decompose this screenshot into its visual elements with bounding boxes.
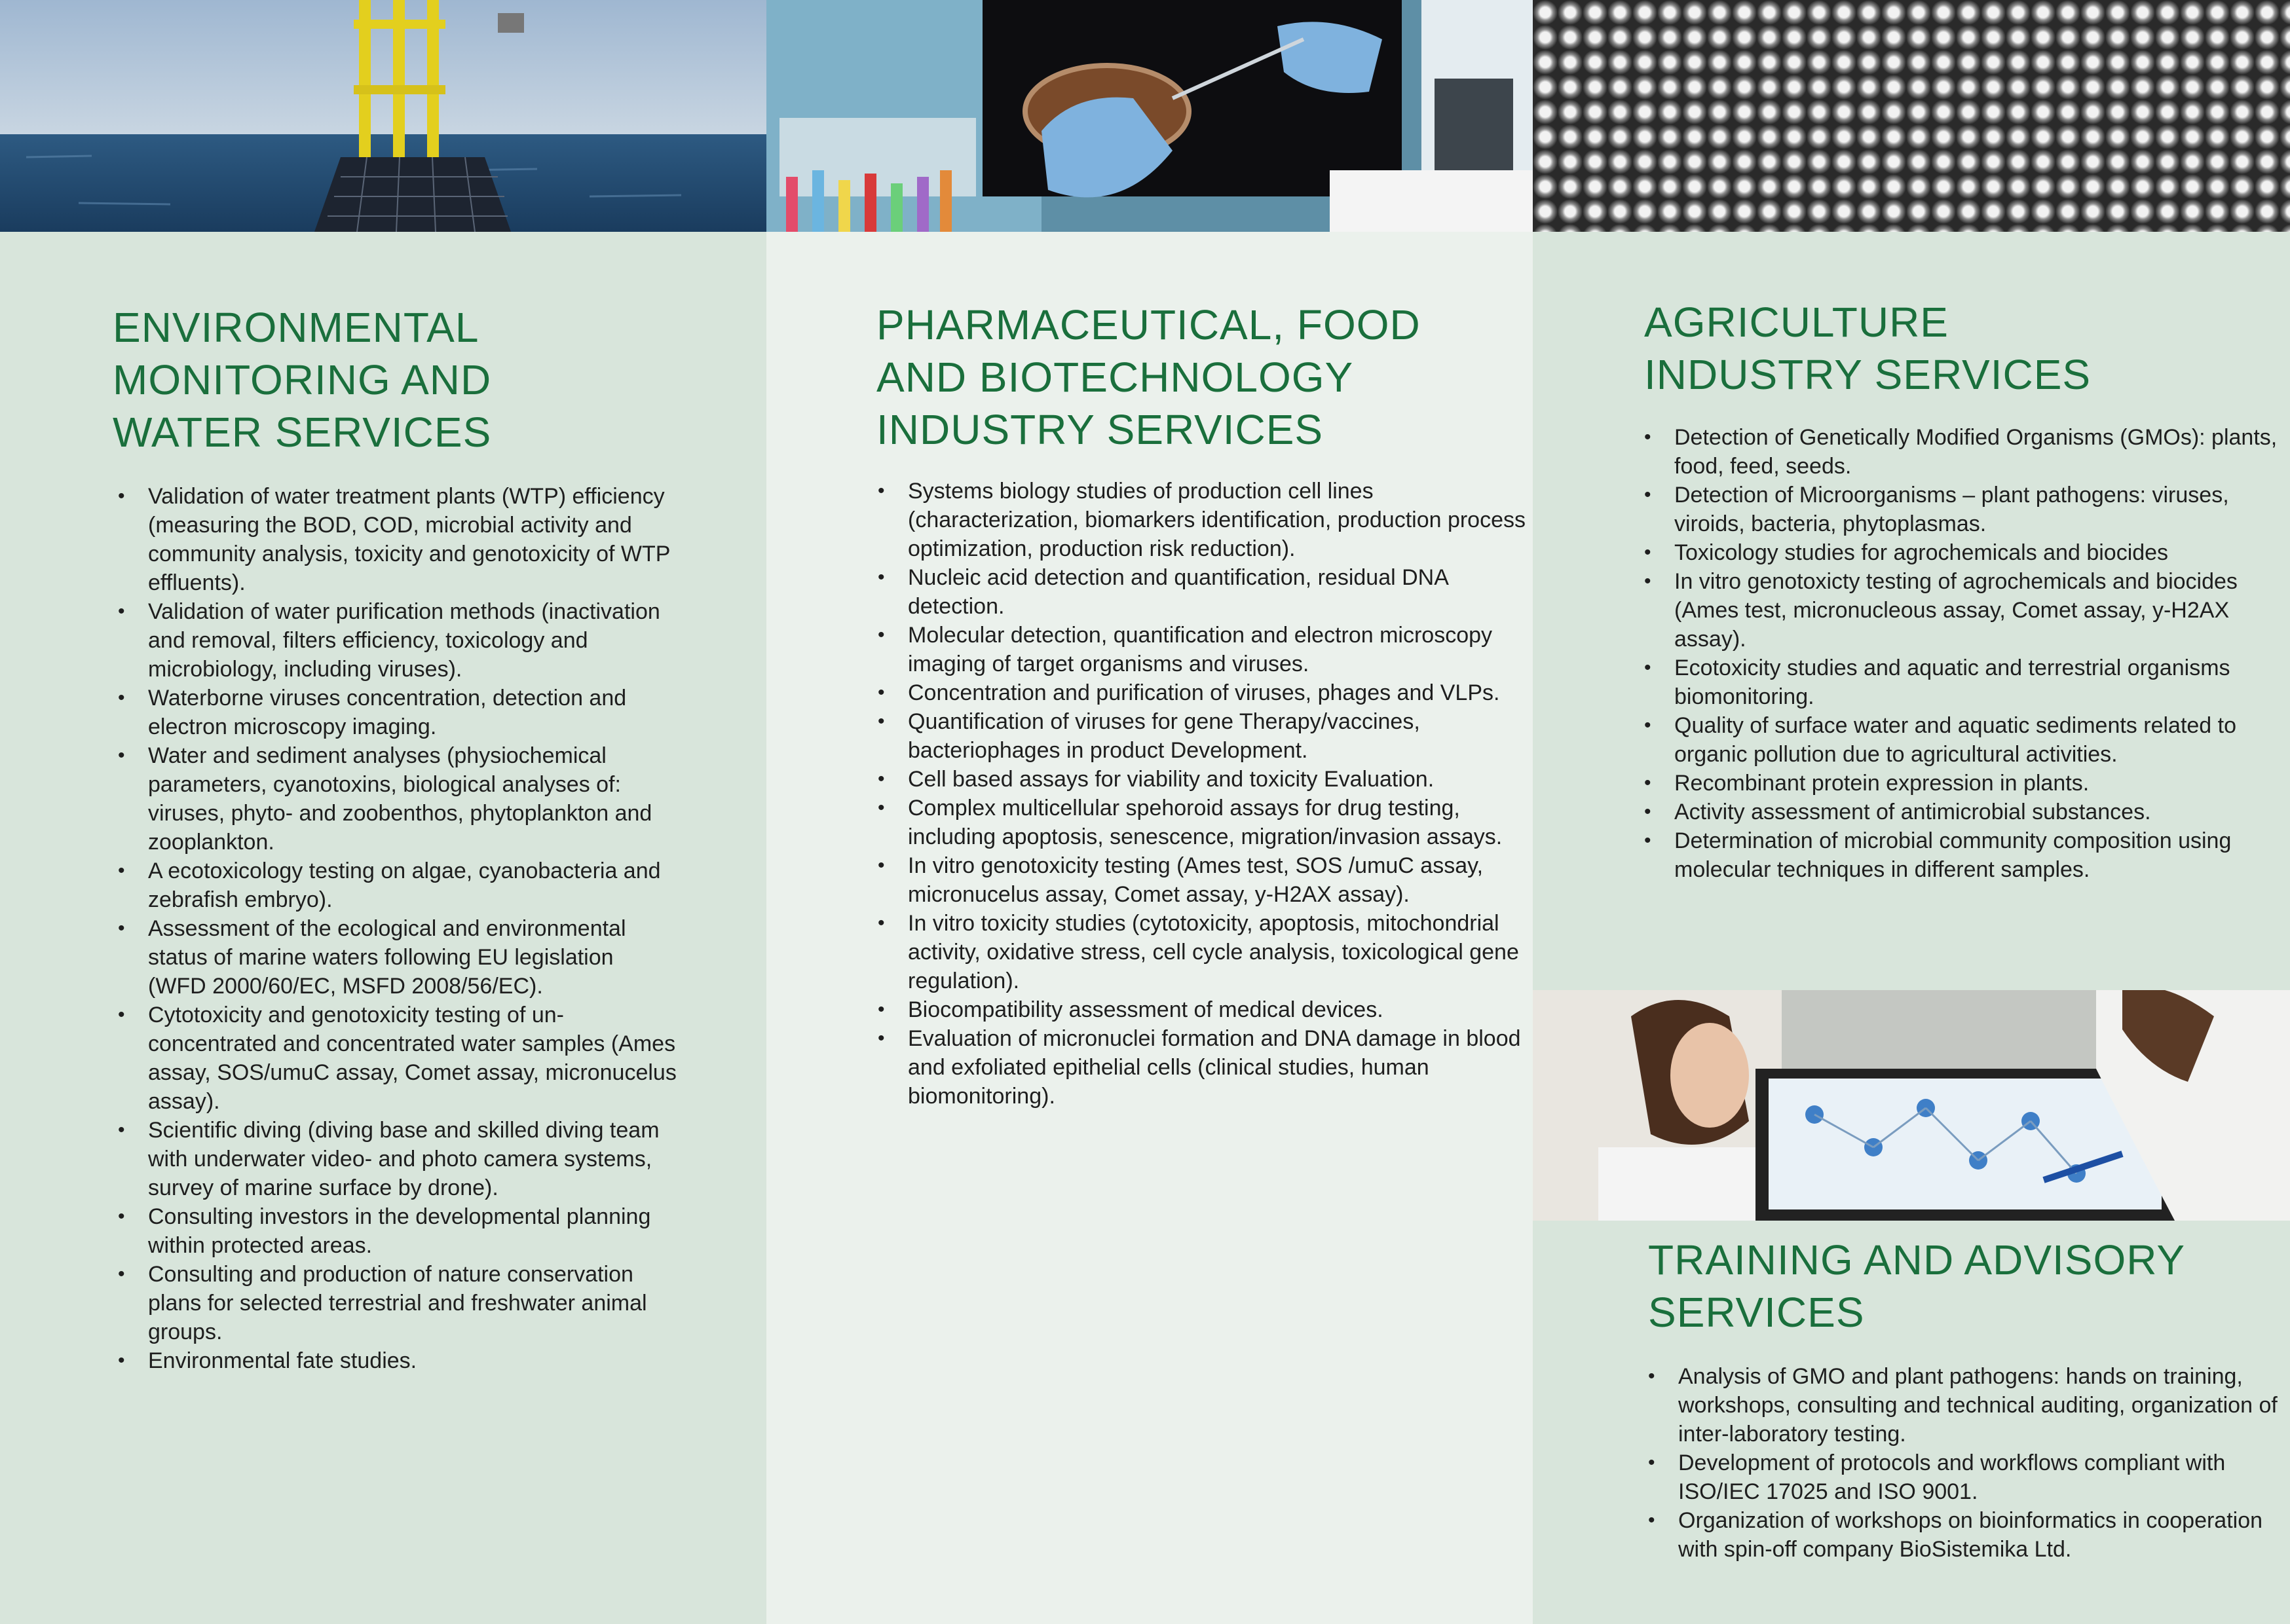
lab-petri-dish-photo: [766, 0, 1533, 232]
virus-micrograph-photo: [1533, 0, 2290, 232]
list-item: • Evaluation of micronuclei formation and DNA damage in blood and exfoliated epithelial cells (clinical studies, human biomonitoring).: [875, 1024, 1530, 1111]
agriculture-title: AGRICULTURE INDUSTRY SERVICES: [1644, 299, 2092, 398]
list-item: • Detection of Genetically Modified Organisms (GMOs): plants, food, feed, seeds.: [1642, 423, 2290, 481]
list-item: • In vitro genotoxicity testing (Ames test, SOS /umuC assay, micronucelus assay, Comet assay, y-H2AX assay).: [875, 851, 1530, 909]
list-item: • In vitro toxicity studies (cytotoxicity, apoptosis, mitochondrial activity, oxidative stress, cell cycle analysis, toxicological gene regulation).: [875, 909, 1530, 995]
list-item: • Cytotoxicity and genotoxicity testing of un-concentrated and concentrated water samples (Ames assay, SOS/umuC assay, Comet assay, micronucelus assay).: [115, 1001, 679, 1116]
environmental-panel: [0, 0, 766, 1624]
environmental-list: [115, 482, 679, 1375]
list-item: • Detection of Microorganisms – plant pathogens: viruses, viroids, bacteria, phytoplasmas.: [1642, 481, 2290, 538]
list-item: • Analysis of GMO and plant pathogens: hands on training, workshops, consulting and technical auditing, organization of inter-laboratory testing.: [1645, 1362, 2290, 1449]
agriculture-panel: [1533, 0, 2290, 1624]
pharmaceutical-title: PHARMACEUTICAL, FOOD AND BIOTECHNOLOGY INDUSTRY SERVICES: [876, 301, 1421, 453]
list-item: • Systems biology studies of production cell lines (characterization, biomarkers identification, production process optimization, production risk reduction).: [875, 477, 1530, 563]
list-item: • Concentration and purification of viruses, phages and VLPs.: [875, 678, 1530, 707]
list-item: • Activity assessment of antimicrobial substances.: [1642, 798, 2290, 826]
list-item: • Water and sediment analyses (physiochemical parameters, cyanotoxins, biological analyses of: viruses, phyto- and zoobenthos, phytoplankton and zooplankton.: [115, 741, 679, 857]
list-item: • Validation of water purification methods (inactivation and removal, filters efficiency, toxicology and microbiology, including viruses).: [115, 597, 679, 684]
list-item: • A ecotoxicology testing on algae, cyanobacteria and zebrafish embryo).: [115, 857, 679, 914]
list-item: • Quantification of viruses for gene Therapy/vaccines, bacteriophages in product Development.: [875, 707, 1530, 765]
list-item: • Ecotoxicity studies and aquatic and terrestrial organisms biomonitoring.: [1642, 654, 2290, 711]
list-item: • Molecular detection, quantification and electron microscopy imaging of target organisms and viruses.: [875, 621, 1530, 678]
list-item: • Environmental fate studies.: [115, 1346, 679, 1375]
list-item: • In vitro genotoxicty testing of agrochemicals and biocides (Ames test, micronucleous assay, Comet assay, y-H2AX assay).: [1642, 567, 2290, 654]
list-item: • Complex multicellular spehoroid assays for drug testing, including apoptosis, senescence, migration/invasion assays.: [875, 794, 1530, 851]
list-item: • Waterborne viruses concentration, detection and electron microscopy imaging.: [115, 684, 679, 741]
training-title: TRAINING AND ADVISORY SERVICES: [1648, 1236, 2185, 1336]
sea-buoy-photo: [0, 0, 766, 232]
list-item: • Consulting investors in the developmental planning within protected areas.: [115, 1202, 679, 1260]
list-item: • Determination of microbial community composition using molecular techniques in different samples.: [1642, 826, 2290, 884]
list-item: • Recombinant protein expression in plants.: [1642, 769, 2290, 798]
training-list: [1645, 1362, 2290, 1564]
researchers-screen-photo: [1533, 990, 2290, 1221]
list-item: • Assessment of the ecological and environmental status of marine waters following EU legislation (WFD 2000/60/EC, MSFD 2008/56/EC).: [115, 914, 679, 1001]
pharmaceutical-panel: [766, 0, 1533, 1624]
list-item: • Toxicology studies for agrochemicals and biocides: [1642, 538, 2290, 567]
list-item: • Validation of water treatment plants (WTP) efficiency (measuring the BOD, COD, microbial activity and community analysis, toxicity and genotoxicity of WTP effluents).: [115, 482, 679, 597]
pharmaceutical-list: [875, 477, 1530, 1111]
list-item: • Cell based assays for viability and toxicity Evaluation.: [875, 765, 1530, 794]
list-item: • Nucleic acid detection and quantification, residual DNA detection.: [875, 563, 1530, 621]
list-item: • Quality of surface water and aquatic sediments related to organic pollution due to agricultural activities.: [1642, 711, 2290, 769]
list-item: • Consulting and production of nature conservation plans for selected terrestrial and freshwater animal groups.: [115, 1260, 679, 1346]
list-item: • Organization of workshops on bioinformatics in cooperation with spin-off company BioSistemika Ltd.: [1645, 1506, 2290, 1564]
list-item: • Biocompatibility assessment of medical devices.: [875, 995, 1530, 1024]
list-item: • Scientific diving (diving base and skilled diving team with underwater video- and photo camera systems, survey of marine surface by drone).: [115, 1116, 679, 1202]
list-item: • Development of protocols and workflows compliant with ISO/IEC 17025 and ISO 9001.: [1645, 1449, 2290, 1506]
agriculture-list: [1642, 423, 2290, 884]
environmental-title: ENVIRONMENTAL MONITORING AND WATER SERVICES: [113, 304, 492, 456]
